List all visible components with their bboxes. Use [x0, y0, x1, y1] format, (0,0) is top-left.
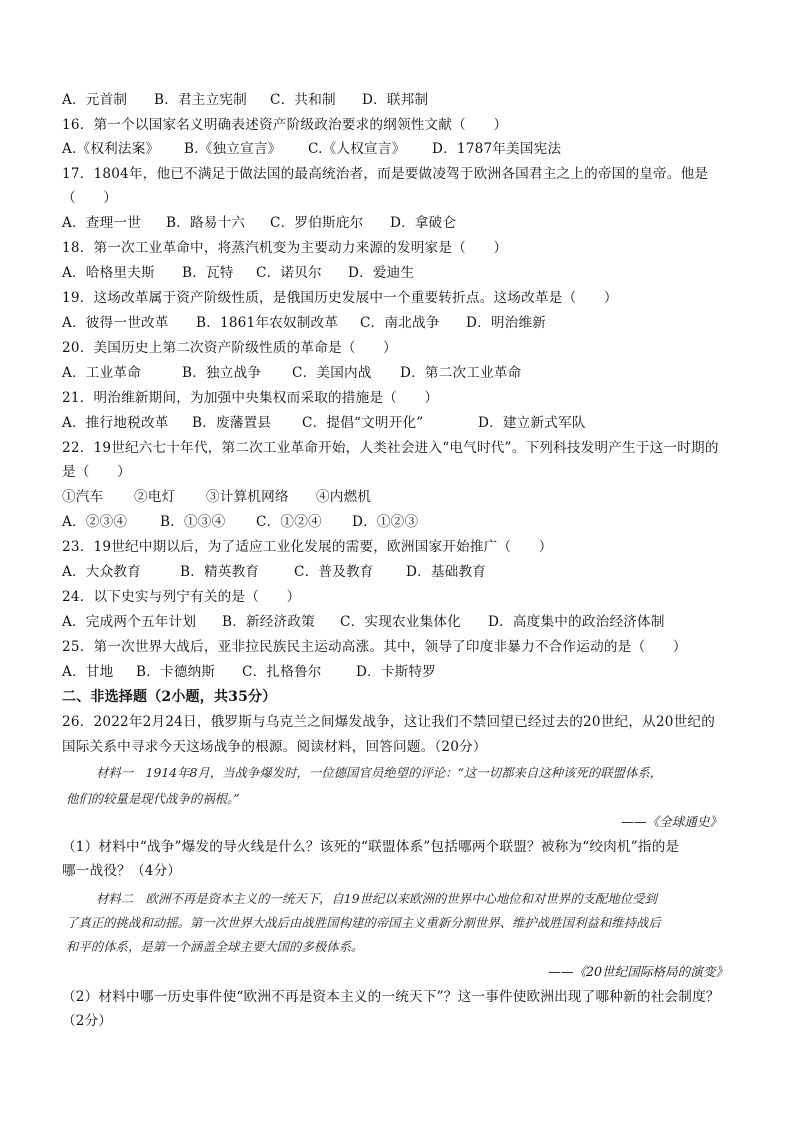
q24-option-d: D．高度集中的政治经济体制 [488, 614, 665, 630]
q22-item-2: ②电灯 [134, 489, 176, 505]
material1-source: ——《全球通史》 [621, 814, 722, 829]
q18-stem: 18．第一次工业革命中，将蒸汽机变为主要动力来源的发明家是（ ） [62, 240, 508, 256]
q25-options [62, 662, 740, 682]
q23-options [62, 562, 740, 582]
q22-items [62, 487, 740, 507]
q16-options [62, 139, 740, 159]
q26-sub1-cont: 哪一战役？（4分） [62, 863, 182, 879]
q26-stem: 26．2022年2月24日，俄罗斯与乌克兰之间爆发战争，这让我们不禁回望已经过去的20世纪，从20世纪的 [62, 714, 715, 730]
q15-option-b: B．君主立宪制 [154, 92, 247, 108]
q24-option-b: B．新经济政策 [222, 614, 315, 630]
q21-options [62, 413, 740, 433]
material1-line2: 他们的较量是现代战争的祸根。” [66, 791, 240, 806]
q16-option-a: A.《权利法案》 [62, 141, 160, 157]
q24-option-c: C．实现农业集体化 [340, 614, 461, 630]
q20-option-b: B．独立战争 [182, 365, 262, 381]
q22-stem: 22．19世纪六七十年代，第二次工业革命开始，人类社会进入“电气时代”。下列科技发明产生于这一时期的 [62, 440, 719, 456]
q18-options [62, 263, 740, 283]
q23-option-a: A．大众教育 [62, 564, 141, 580]
q22-option-a: A．②③④ [62, 514, 128, 530]
q15-options [62, 90, 740, 110]
q19-option-a: A．彼得一世改革 [62, 315, 169, 331]
q22-item-1: ①汽车 [62, 489, 104, 505]
q22-option-d: D．①②③ [352, 514, 419, 530]
q25-option-d: D．卡斯特罗 [356, 664, 437, 680]
q19-option-b: B．1861年农奴制改革 [196, 315, 339, 331]
q26-sub2-cont: （2分） [62, 1013, 113, 1029]
material1-line1: 材料一 1914年8月，当战争爆发时，一位德国官员绝望的评论：“这一切都来自这种该死的联盟体系， [96, 765, 663, 780]
q16-option-c: C.《人权宣言》 [308, 141, 406, 157]
q25-option-c: C．扎格鲁尔 [242, 664, 322, 680]
q20-option-d: D．第二次工业革命 [400, 365, 522, 381]
q18-option-d: D．爱迪生 [348, 265, 415, 281]
q16-option-d: D．1787年美国宪法 [432, 141, 562, 157]
q24-stem: 24．以下史实与列宁有关的是（ ） [62, 589, 301, 605]
material2-line3: 和平的体系，是第一个涵盖全球主要大国的多极体系。 [66, 939, 364, 954]
q22-option-c: C．①②④ [256, 514, 322, 530]
q17-option-d: D．拿破仑 [390, 215, 457, 231]
q22-item-3: ③计算机网络 [206, 489, 289, 505]
q19-option-d: D．明治维新 [466, 315, 547, 331]
q20-options [62, 363, 740, 383]
q25-stem: 25．第一次世界大战后，亚非拉民族民主运动高涨。其中，领导了印度非暴力不合作运动的是（ ） [62, 639, 687, 655]
q17-option-a: A．查理一世 [62, 215, 141, 231]
q23-option-d: D．基础教育 [406, 564, 487, 580]
q23-option-c: C．普及教育 [294, 564, 374, 580]
q23-stem: 23．19世纪中期以后，为了适应工业化发展的需要，欧洲国家开始推广（ ） [62, 539, 553, 555]
q18-option-b: B．瓦特 [182, 265, 234, 281]
q20-stem: 20．美国历史上第二次资产阶级性质的革命是（ ） [62, 340, 397, 356]
q25-option-b: B．卡德纳斯 [136, 664, 216, 680]
q22-option-b: B．①③④ [160, 514, 226, 530]
q18-option-a: A．哈格里夫斯 [62, 265, 155, 281]
q24-option-a: A．完成两个五年计划 [62, 614, 197, 630]
q22-item-4: ④内燃机 [316, 489, 372, 505]
q16-option-b: B.《独立宣言》 [184, 141, 282, 157]
q17-stem: 17．1804年，他已不满足于做法国的最高统治者，而是要做凌驾于欧洲各国君主之上的帝国的皇帝。他是 [62, 166, 709, 182]
section-heading: 二、非选择题（2小题，共35分） [62, 689, 277, 705]
q19-stem: 19．这场改革属于资产阶级性质，是俄国历史发展中一个重要转折点。这场改革是（ ） [62, 290, 618, 306]
q24-options [62, 612, 740, 632]
q17-option-b: B．路易十六 [166, 215, 246, 231]
q21-stem: 21．明治维新期间，为加强中央集权而采取的措施是（ ） [62, 390, 439, 406]
q23-option-b: B．精英教育 [180, 564, 260, 580]
q15-option-a: A．元首制 [62, 92, 128, 108]
q17-stem-cont: （ ） [62, 190, 118, 206]
material2-source: ——《20世纪国际格局的演变》 [548, 964, 728, 979]
q19-options [62, 313, 740, 333]
q25-option-a: A．甘地 [62, 664, 114, 680]
q26-sub2: （2）材料中哪一历史事件使“欧洲不再是资本主义的一统天下”？这一事件使欧洲出现了哪种新的社会制度？ [62, 989, 720, 1005]
q17-options [62, 213, 740, 233]
material2-line1: 材料二 欧洲不再是资本主义的一统天下，自19世纪以来欧洲的世界中心地位和对世界的支配地位受到 [96, 891, 657, 906]
q26-stem-cont: 国际关系中寻求今天这场战争的根源。阅读材料，回答问题。（20分） [62, 739, 487, 755]
q21-option-b: B．废藩置县 [192, 415, 272, 431]
q15-option-d: D．联邦制 [362, 92, 429, 108]
q15-option-c: C．共和制 [270, 92, 336, 108]
q26-sub1: （1）材料中“战争”爆发的导火线是什么？该死的“联盟体系”包括哪两个联盟？被称为“绞肉机”指的是 [62, 839, 680, 855]
q16-stem: 16．第一个以国家名义明确表述资产阶级政治要求的纲领性文献（ ） [62, 117, 508, 133]
q21-option-d: D．建立新式军队 [478, 415, 586, 431]
q20-option-a: A．工业革命 [62, 365, 141, 381]
q18-option-c: C．诺贝尔 [256, 265, 322, 281]
material2-line2: 了真正的挑战和动摇。第一次世界大战后由战胜国构建的帝国主义重新分割世界、维护战胜国利益和维持战后 [66, 915, 661, 930]
q21-option-c: C．提倡“文明开化” [302, 415, 424, 431]
q19-option-c: C．南北战争 [360, 315, 440, 331]
q22-options [62, 512, 740, 532]
q22-stem-cont: 是（ ） [62, 464, 131, 480]
q17-option-c: C．罗伯斯庇尔 [270, 215, 364, 231]
q21-option-a: A．推行地税改革 [62, 415, 169, 431]
q20-option-c: C．美国内战 [292, 365, 372, 381]
